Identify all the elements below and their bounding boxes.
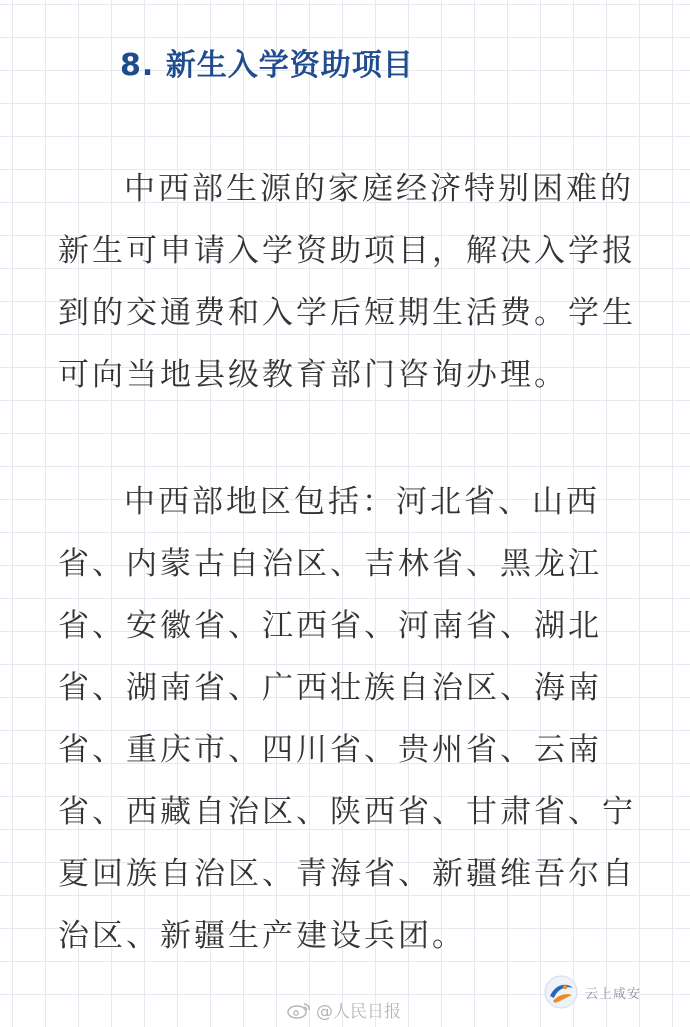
brand-mark [543,974,641,1010]
section-title: 8. 新生入学资助项目 [120,48,414,83]
weibo-icon [286,1001,312,1019]
brand-logo-icon [543,974,579,1010]
watermark-text: @人民日报 [316,1002,401,1022]
weibo-watermark [286,997,401,1022]
paragraph-region-list: 中西部地区包括：河北省、山西省、内蒙古自治区、吉林省、黑龙江省、安徽省、江西省、河南省、湖北省、湖南省、广西壮族自治区、海南省、重庆市、四川省、贵州省、云南省、西藏自治区、陕西省、甘肃省、宁夏回族自治区、青海省、新疆维吾尔自治区、新疆生产建设兵团。 [58,484,636,954]
paragraph-funding-description: 中西部生源的家庭经济特别困难的新生可申请入学资助项目，解决入学报到的交通费和入学后短期生活费。学生可向当地县级教育部门咨询办理。 [58,171,636,393]
brand-name: 云上咸安 [585,986,642,1002]
